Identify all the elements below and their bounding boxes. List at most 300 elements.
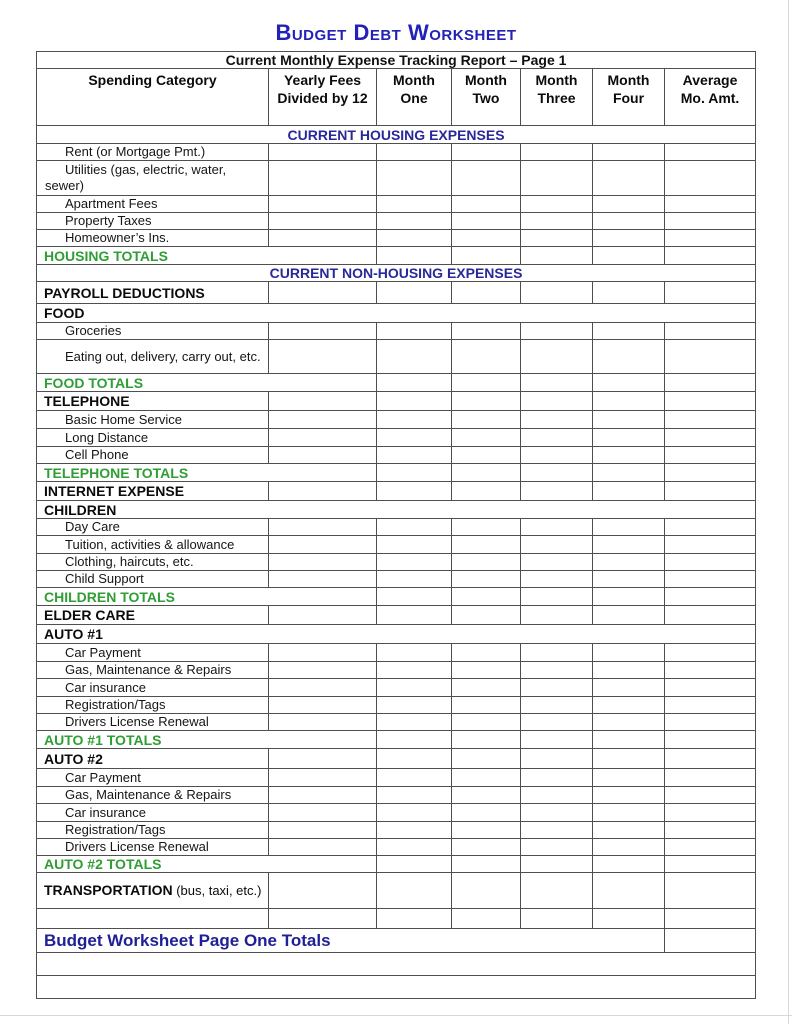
table-row <box>37 69 756 126</box>
amount-cell <box>593 323 665 340</box>
amount-cell <box>521 323 593 340</box>
category-label: Car Payment <box>37 769 269 787</box>
table-row <box>37 909 756 929</box>
amount-cell <box>377 464 452 482</box>
grand-total-label: Budget Worksheet Page One Totals <box>37 929 665 953</box>
amount-cell <box>593 536 665 554</box>
amount-cell <box>269 839 377 856</box>
amount-cell <box>269 873 377 909</box>
table-row <box>37 804 756 822</box>
amount-cell <box>665 519 756 536</box>
amount-cell <box>593 588 665 606</box>
amount-cell <box>521 429 593 447</box>
amount-cell <box>377 873 452 909</box>
amount-cell <box>593 839 665 856</box>
table-row <box>37 374 756 392</box>
table-row <box>37 536 756 554</box>
amount-cell <box>377 411 452 429</box>
amount-cell <box>521 606 593 625</box>
amount-cell <box>593 697 665 714</box>
amount-cell <box>269 282 377 304</box>
amount-cell <box>452 282 521 304</box>
table-row <box>37 340 756 374</box>
empty-row-cell <box>37 953 756 976</box>
amount-cell <box>377 374 452 392</box>
amount-cell <box>269 769 377 787</box>
budget-worksheet-table <box>36 51 756 999</box>
amount-cell <box>452 554 521 571</box>
amount-cell <box>665 822 756 839</box>
table-row <box>37 679 756 697</box>
amount-cell <box>377 714 452 731</box>
amount-cell <box>593 644 665 662</box>
category-label-note: (bus, taxi, etc.) <box>172 883 262 898</box>
amount-cell <box>665 571 756 588</box>
amount-cell <box>593 429 665 447</box>
amount-cell <box>665 606 756 625</box>
amount-cell <box>269 606 377 625</box>
amount-cell <box>269 392 377 411</box>
amount-cell <box>269 644 377 662</box>
amount-cell <box>269 161 377 196</box>
amount-cell <box>521 340 593 374</box>
amount-cell <box>521 536 593 554</box>
amount-cell <box>521 662 593 679</box>
amount-cell <box>452 429 521 447</box>
amount-cell <box>521 714 593 731</box>
amount-cell <box>452 464 521 482</box>
amount-cell <box>521 804 593 822</box>
table-row <box>37 953 756 976</box>
table-row <box>37 571 756 588</box>
table-row <box>37 519 756 536</box>
table-row <box>37 873 756 909</box>
table-row <box>37 769 756 787</box>
amount-cell <box>452 230 521 247</box>
amount-cell <box>593 822 665 839</box>
table-row <box>37 282 756 304</box>
category-label: Groceries <box>37 323 269 340</box>
amount-cell <box>452 519 521 536</box>
amount-cell <box>377 213 452 230</box>
amount-cell <box>269 822 377 839</box>
amount-cell <box>377 697 452 714</box>
category-label: Day Care <box>37 519 269 536</box>
category-label: Eating out, delivery, carry out, etc. <box>37 340 269 374</box>
amount-cell <box>452 839 521 856</box>
table-row <box>37 731 756 749</box>
amount-cell <box>377 644 452 662</box>
amount-cell <box>665 769 756 787</box>
category-label: Rent (or Mortgage Pmt.) <box>37 144 269 161</box>
category-label: Registration/Tags <box>37 822 269 839</box>
category-label: Child Support <box>37 571 269 588</box>
amount-cell <box>521 374 593 392</box>
amount-cell <box>452 856 521 873</box>
table-row <box>37 554 756 571</box>
table-row <box>37 247 756 265</box>
category-label: Apartment Fees <box>37 196 269 213</box>
table-row <box>37 625 756 644</box>
amount-cell <box>452 144 521 161</box>
table-row <box>37 126 756 144</box>
amount-cell <box>452 571 521 588</box>
amount-cell <box>377 606 452 625</box>
page-title: Budget Debt Worksheet <box>275 20 517 45</box>
amount-cell <box>593 519 665 536</box>
amount-cell <box>521 213 593 230</box>
amount-cell <box>521 873 593 909</box>
amount-cell <box>269 697 377 714</box>
category-label: Drivers License Renewal <box>37 714 269 731</box>
amount-cell <box>377 482 452 501</box>
table-row <box>37 662 756 679</box>
table-row <box>37 411 756 429</box>
amount-cell <box>269 909 377 929</box>
amount-cell <box>665 213 756 230</box>
amount-cell <box>377 588 452 606</box>
amount-cell <box>377 571 452 588</box>
table-row <box>37 304 756 323</box>
amount-cell <box>452 213 521 230</box>
amount-cell <box>665 323 756 340</box>
table-row <box>37 588 756 606</box>
column-header: Month One <box>377 69 452 126</box>
amount-cell <box>521 482 593 501</box>
amount-cell <box>593 247 665 265</box>
table-row <box>37 482 756 501</box>
amount-cell <box>593 213 665 230</box>
category-label: Cell Phone <box>37 447 269 464</box>
table-row <box>37 929 756 953</box>
amount-cell <box>452 247 521 265</box>
amount-cell <box>452 873 521 909</box>
amount-cell <box>452 662 521 679</box>
amount-cell <box>665 230 756 247</box>
table-row <box>37 447 756 464</box>
amount-cell <box>521 161 593 196</box>
amount-cell <box>665 340 756 374</box>
amount-cell <box>37 909 269 929</box>
amount-cell <box>452 411 521 429</box>
totals-label: FOOD TOTALS <box>37 374 377 392</box>
category-label: Car insurance <box>37 804 269 822</box>
amount-cell <box>593 714 665 731</box>
amount-cell <box>593 749 665 769</box>
amount-cell <box>521 447 593 464</box>
amount-cell <box>521 769 593 787</box>
totals-label: CHILDREN TOTALS <box>37 588 377 606</box>
amount-cell <box>665 429 756 447</box>
amount-cell <box>377 769 452 787</box>
table-row <box>37 213 756 230</box>
category-label: TELEPHONE <box>37 392 269 411</box>
amount-cell <box>269 429 377 447</box>
amount-cell <box>377 429 452 447</box>
amount-cell <box>593 411 665 429</box>
amount-cell <box>377 731 452 749</box>
category-label: Car Payment <box>37 644 269 662</box>
category-label-main: TRANSPORTATION <box>44 882 173 898</box>
amount-cell <box>377 804 452 822</box>
totals-label: AUTO #2 TOTALS <box>37 856 377 873</box>
amount-cell <box>593 482 665 501</box>
amount-cell <box>269 144 377 161</box>
category-label: CHILDREN <box>37 501 756 519</box>
amount-cell <box>269 554 377 571</box>
amount-cell <box>593 804 665 822</box>
amount-cell <box>593 571 665 588</box>
category-label: Tuition, activities & allowance <box>37 536 269 554</box>
amount-cell <box>521 196 593 213</box>
amount-cell <box>377 749 452 769</box>
table-row <box>37 392 756 411</box>
amount-cell <box>521 588 593 606</box>
amount-cell <box>665 749 756 769</box>
totals-label: HOUSING TOTALS <box>37 247 377 265</box>
category-label: AUTO #2 <box>37 749 269 769</box>
amount-cell <box>377 323 452 340</box>
amount-cell <box>269 447 377 464</box>
amount-cell <box>521 554 593 571</box>
amount-cell <box>377 230 452 247</box>
amount-cell <box>269 787 377 804</box>
amount-cell <box>665 588 756 606</box>
amount-cell <box>593 144 665 161</box>
category-label: Gas, Maintenance & Repairs <box>37 787 269 804</box>
amount-cell <box>521 839 593 856</box>
amount-cell <box>452 482 521 501</box>
column-header: Average Mo. Amt. <box>665 69 756 126</box>
table-row <box>37 265 756 282</box>
amount-cell <box>521 230 593 247</box>
amount-cell <box>665 411 756 429</box>
category-label: Clothing, haircuts, etc. <box>37 554 269 571</box>
category-label: AUTO #1 <box>37 625 756 644</box>
amount-cell <box>665 804 756 822</box>
amount-cell <box>593 731 665 749</box>
category-label: INTERNET EXPENSE <box>37 482 269 501</box>
amount-cell <box>269 749 377 769</box>
amount-cell <box>269 662 377 679</box>
amount-cell <box>521 464 593 482</box>
table-row <box>37 697 756 714</box>
amount-cell <box>452 749 521 769</box>
table-row <box>37 839 756 856</box>
amount-cell <box>665 787 756 804</box>
amount-cell <box>377 144 452 161</box>
amount-cell <box>521 731 593 749</box>
totals-label: AUTO #1 TOTALS <box>37 731 377 749</box>
amount-cell <box>377 161 452 196</box>
amount-cell <box>452 374 521 392</box>
amount-cell <box>521 909 593 929</box>
amount-cell <box>593 856 665 873</box>
category-label: Car insurance <box>37 679 269 697</box>
amount-cell <box>452 804 521 822</box>
amount-cell <box>521 282 593 304</box>
amount-cell <box>377 447 452 464</box>
amount-cell <box>521 144 593 161</box>
amount-cell <box>665 714 756 731</box>
amount-cell <box>593 340 665 374</box>
table-row <box>37 196 756 213</box>
table-row <box>37 822 756 839</box>
category-label: Long Distance <box>37 429 269 447</box>
amount-cell <box>452 822 521 839</box>
amount-cell <box>521 856 593 873</box>
amount-cell <box>452 340 521 374</box>
amount-cell <box>269 679 377 697</box>
amount-cell <box>593 769 665 787</box>
amount-cell <box>665 196 756 213</box>
amount-cell <box>269 411 377 429</box>
amount-cell <box>593 554 665 571</box>
amount-cell <box>593 374 665 392</box>
table-row <box>37 323 756 340</box>
amount-cell <box>521 787 593 804</box>
amount-cell <box>452 447 521 464</box>
amount-cell <box>521 247 593 265</box>
amount-cell <box>452 679 521 697</box>
amount-cell <box>665 144 756 161</box>
amount-cell <box>521 822 593 839</box>
amount-cell <box>593 230 665 247</box>
column-header: Month Two <box>452 69 521 126</box>
section-header: CURRENT HOUSING EXPENSES <box>37 126 756 144</box>
amount-cell <box>452 606 521 625</box>
table-row <box>37 501 756 519</box>
amount-cell <box>665 392 756 411</box>
category-label: Gas, Maintenance & Repairs <box>37 662 269 679</box>
amount-cell <box>269 230 377 247</box>
amount-cell <box>452 536 521 554</box>
amount-cell <box>452 644 521 662</box>
amount-cell <box>521 749 593 769</box>
table-row <box>37 749 756 769</box>
category-label: Utilities (gas, electric, water, sewer) <box>37 161 269 196</box>
category-label: Homeowner’s Ins. <box>37 230 269 247</box>
report-subtitle: Current Monthly Expense Tracking Report – Page 1 <box>37 52 756 69</box>
amount-cell <box>452 731 521 749</box>
amount-cell <box>377 787 452 804</box>
amount-cell <box>521 679 593 697</box>
category-label <box>37 873 269 909</box>
amount-cell <box>452 588 521 606</box>
amount-cell <box>377 247 452 265</box>
table-row <box>37 976 756 999</box>
amount-cell <box>521 697 593 714</box>
amount-cell <box>665 464 756 482</box>
column-header: Spending Category <box>37 69 269 126</box>
amount-cell <box>665 447 756 464</box>
amount-cell <box>377 340 452 374</box>
empty-row-cell <box>37 976 756 999</box>
amount-cell <box>665 282 756 304</box>
amount-cell <box>452 323 521 340</box>
amount-cell <box>452 787 521 804</box>
category-label: Drivers License Renewal <box>37 839 269 856</box>
amount-cell <box>521 644 593 662</box>
amount-cell <box>452 697 521 714</box>
amount-cell <box>521 392 593 411</box>
amount-cell <box>665 161 756 196</box>
amount-cell <box>377 536 452 554</box>
amount-cell <box>452 392 521 411</box>
table-row <box>37 787 756 804</box>
amount-cell <box>269 804 377 822</box>
table-row <box>37 429 756 447</box>
amount-cell <box>593 282 665 304</box>
totals-label: TELEPHONE TOTALS <box>37 464 377 482</box>
amount-cell <box>377 554 452 571</box>
amount-cell <box>377 909 452 929</box>
column-header: Yearly Fees Divided by 12 <box>269 69 377 126</box>
table-row <box>37 144 756 161</box>
table-row <box>37 52 756 69</box>
amount-cell <box>377 679 452 697</box>
amount-cell <box>665 644 756 662</box>
amount-cell <box>269 323 377 340</box>
amount-cell <box>593 392 665 411</box>
amount-cell <box>377 839 452 856</box>
page-scan-edge-right <box>788 0 789 1024</box>
amount-cell <box>269 213 377 230</box>
amount-cell <box>665 909 756 929</box>
table-row <box>37 714 756 731</box>
amount-cell <box>452 714 521 731</box>
amount-cell <box>521 411 593 429</box>
amount-cell <box>521 571 593 588</box>
amount-cell <box>665 929 756 953</box>
category-label: Registration/Tags <box>37 697 269 714</box>
amount-cell <box>665 839 756 856</box>
amount-cell <box>269 519 377 536</box>
amount-cell <box>452 909 521 929</box>
column-header: Month Three <box>521 69 593 126</box>
amount-cell <box>452 196 521 213</box>
amount-cell <box>269 571 377 588</box>
table-row <box>37 161 756 196</box>
page-scan-edge-bottom <box>0 1015 792 1016</box>
amount-cell <box>665 374 756 392</box>
category-label: Property Taxes <box>37 213 269 230</box>
amount-cell <box>593 161 665 196</box>
amount-cell <box>593 662 665 679</box>
amount-cell <box>377 519 452 536</box>
amount-cell <box>665 247 756 265</box>
table-row <box>37 856 756 873</box>
section-header: CURRENT NON-HOUSING EXPENSES <box>37 265 756 282</box>
category-label: ELDER CARE <box>37 606 269 625</box>
amount-cell <box>593 787 665 804</box>
category-label: FOOD <box>37 304 756 323</box>
amount-cell <box>377 196 452 213</box>
amount-cell <box>593 679 665 697</box>
worksheet-table-body <box>37 52 756 999</box>
amount-cell <box>665 731 756 749</box>
amount-cell <box>593 447 665 464</box>
amount-cell <box>377 392 452 411</box>
amount-cell <box>593 464 665 482</box>
amount-cell <box>452 769 521 787</box>
category-label: PAYROLL DEDUCTIONS <box>37 282 269 304</box>
amount-cell <box>665 554 756 571</box>
table-row <box>37 644 756 662</box>
amount-cell <box>593 196 665 213</box>
amount-cell <box>665 873 756 909</box>
amount-cell <box>665 482 756 501</box>
